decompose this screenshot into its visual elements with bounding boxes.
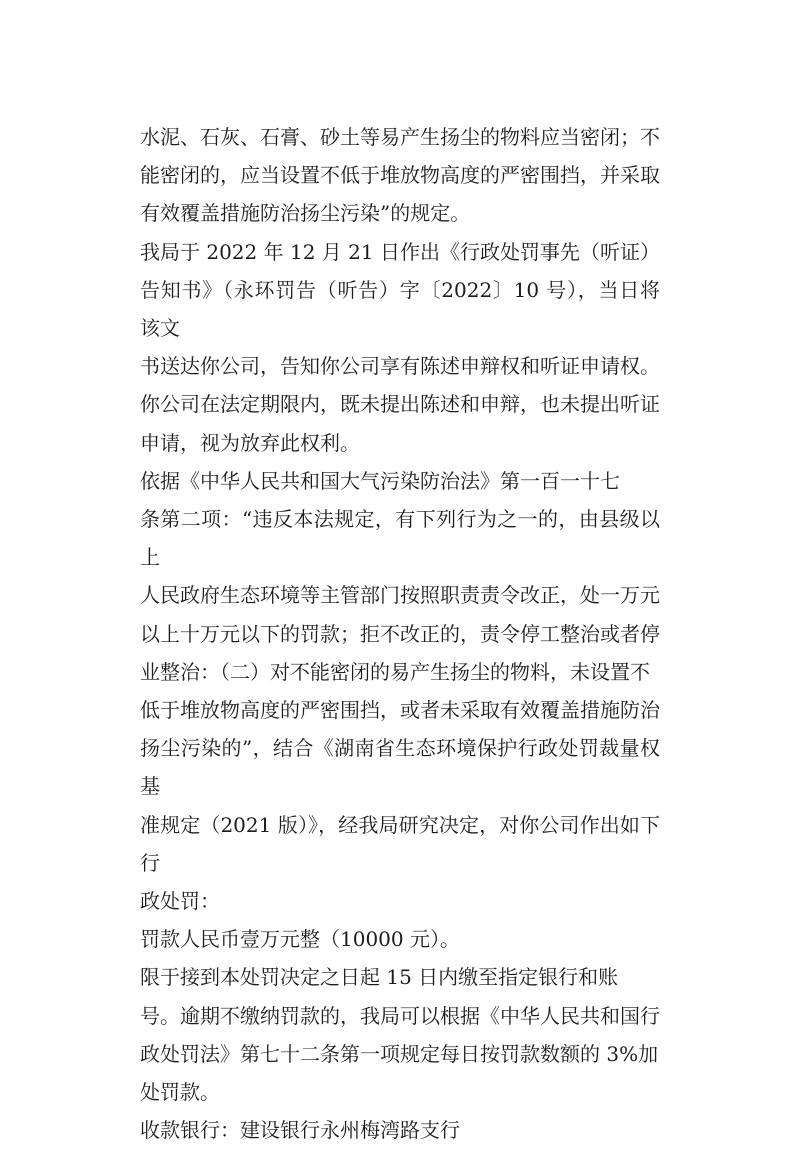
paragraph-payment-deadline: 限于接到本处罚决定之日起 15 日内缴至指定银行和账 号。逾期不缴纳罚款的，我局可以根据《中华人民共和国行 政处罚法》第七十二条第一项规定每日按罚款数额的 3%加 处罚款。 [140, 965, 660, 1105]
paragraph-fine-amount: 罚款人民币壹万元整（10000 元）。 [140, 927, 460, 952]
paragraph-receiving-bank: 收款银行：建设银行永州梅湾路支行 [140, 1118, 460, 1143]
paragraph-dust-control-rule: 水泥、石灰、石膏、砂土等易产生扬尘的物料应当密闭；不 能密闭的，应当设置不低于堆放物高度的严密围挡，并采取 有效覆盖措施防治扬尘污染”的规定。 [140, 125, 660, 226]
paragraph-legal-basis: 依据《中华人民共和国大气污染防治法》第一百一十七 条第二项：“违反本法规定，有下列行为之一的，由县级以上 人民政府生态环境等主管部门按照职责责令改正，处一万元 以上十万元以下的罚款；拒不改正的，责令停工整治或者停 业整治：（二）对不能密闭的易产生扬尘的物料，未设置不 低于堆放物高度的严密围挡，或者未采取有效覆盖措施防治 扬尘污染的”，结合《湖南省生态环境保护行政处罚裁量权基 准规定（2021 版）》，经我局研究决定，对你公司作出如下行 政处罚： [140, 468, 660, 914]
paragraph-prior-notice: 我局于 2022 年 12 月 21 日作出《行政处罚事先（听证） 告知书》（永环罚告（听告）字〔2022〕10 号），当日将该文 书送达你公司，告知你公司享有陈述申辩权和听证申请权。 你公司在法定期限内，既未提出陈述和申辩，也未提出听证 申请，视为放弃此权利。 [140, 239, 660, 455]
document-body [140, 118, 660, 1149]
